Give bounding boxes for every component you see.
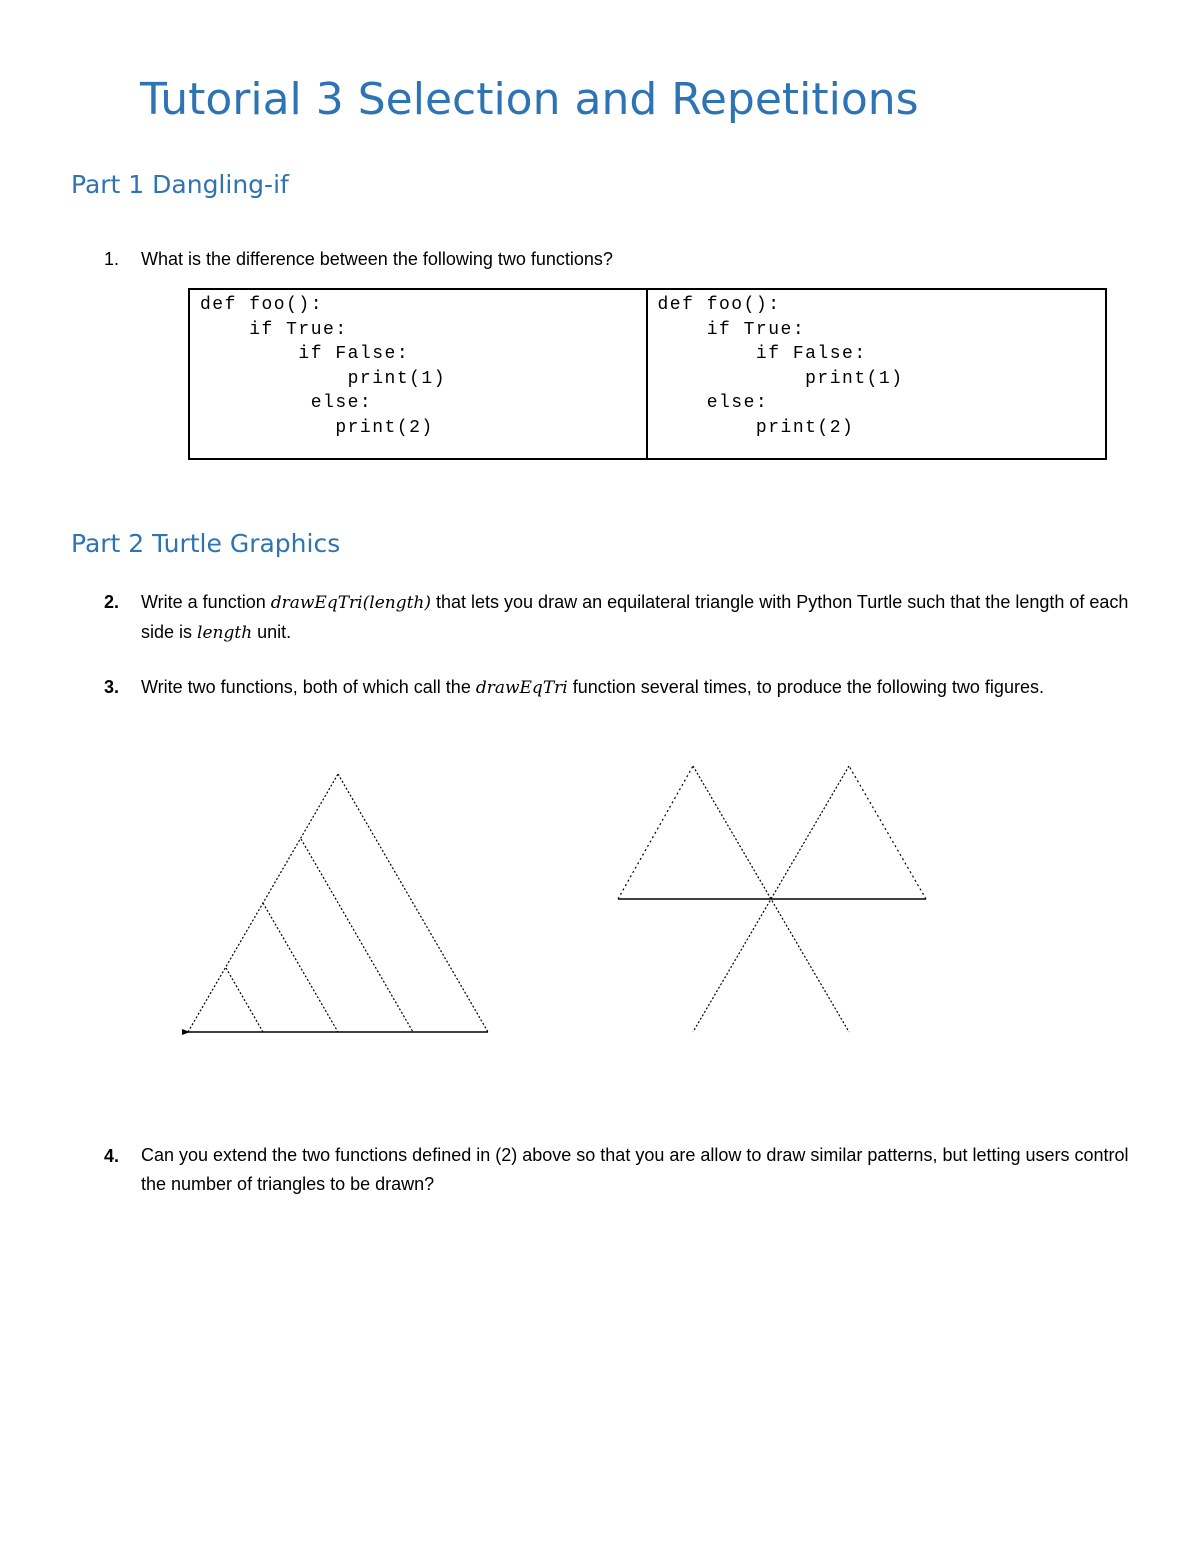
figure-nested-triangles (182, 774, 488, 1035)
q3-text-post: function several times, to produce the following two figures. (567, 677, 1044, 697)
figure-crossed-triangles (618, 766, 926, 1032)
q2-function-name: drawEqTri(length) (270, 593, 431, 613)
q2-text-post: unit. (252, 622, 292, 642)
fig2-tri2-right-edge (849, 766, 926, 899)
code-left: def foo(): if True: if False: print(1) else: print(2) (200, 295, 447, 438)
fig1-inner-edge-2 (263, 903, 338, 1032)
fig1-outer-right-edge (338, 774, 488, 1032)
q2-text-mid: that lets you draw an equilateral triangle with Python Turtle such that the length of each side is (141, 592, 1129, 642)
q2-number: 2. (104, 592, 120, 612)
q2-variable: length (197, 623, 253, 643)
q2-text-pre: Write a function (141, 592, 271, 612)
q3-number: 3. (104, 677, 120, 697)
turtle-arrow-icon (182, 1029, 190, 1035)
q4-number: 4. (104, 1146, 120, 1166)
page-title: Tutorial 3 Selection and Repetitions (140, 74, 919, 125)
part2-heading: Part 2 Turtle Graphics (71, 529, 341, 558)
part1-heading: Part 1 Dangling-if (71, 170, 289, 199)
q4-text: Can you extend the two functions defined in (2) above so that you are allow to draw similar patterns, but letting users control the number of triangles to be drawn? (141, 1145, 1129, 1194)
q1-text: What is the difference between the following two functions? (141, 249, 613, 269)
fig2-tri1-left-edge (618, 766, 693, 899)
fig1-inner-edge-1 (226, 968, 263, 1032)
q1-number: 1. (104, 249, 120, 269)
q3-text-pre: Write two functions, both of which call the (141, 677, 476, 697)
fig1-inner-edge-3 (301, 839, 413, 1032)
q3-function-name: drawEqTri (475, 678, 568, 698)
code-right: def foo(): if True: if False: print(1) else: print(2) (657, 295, 904, 438)
